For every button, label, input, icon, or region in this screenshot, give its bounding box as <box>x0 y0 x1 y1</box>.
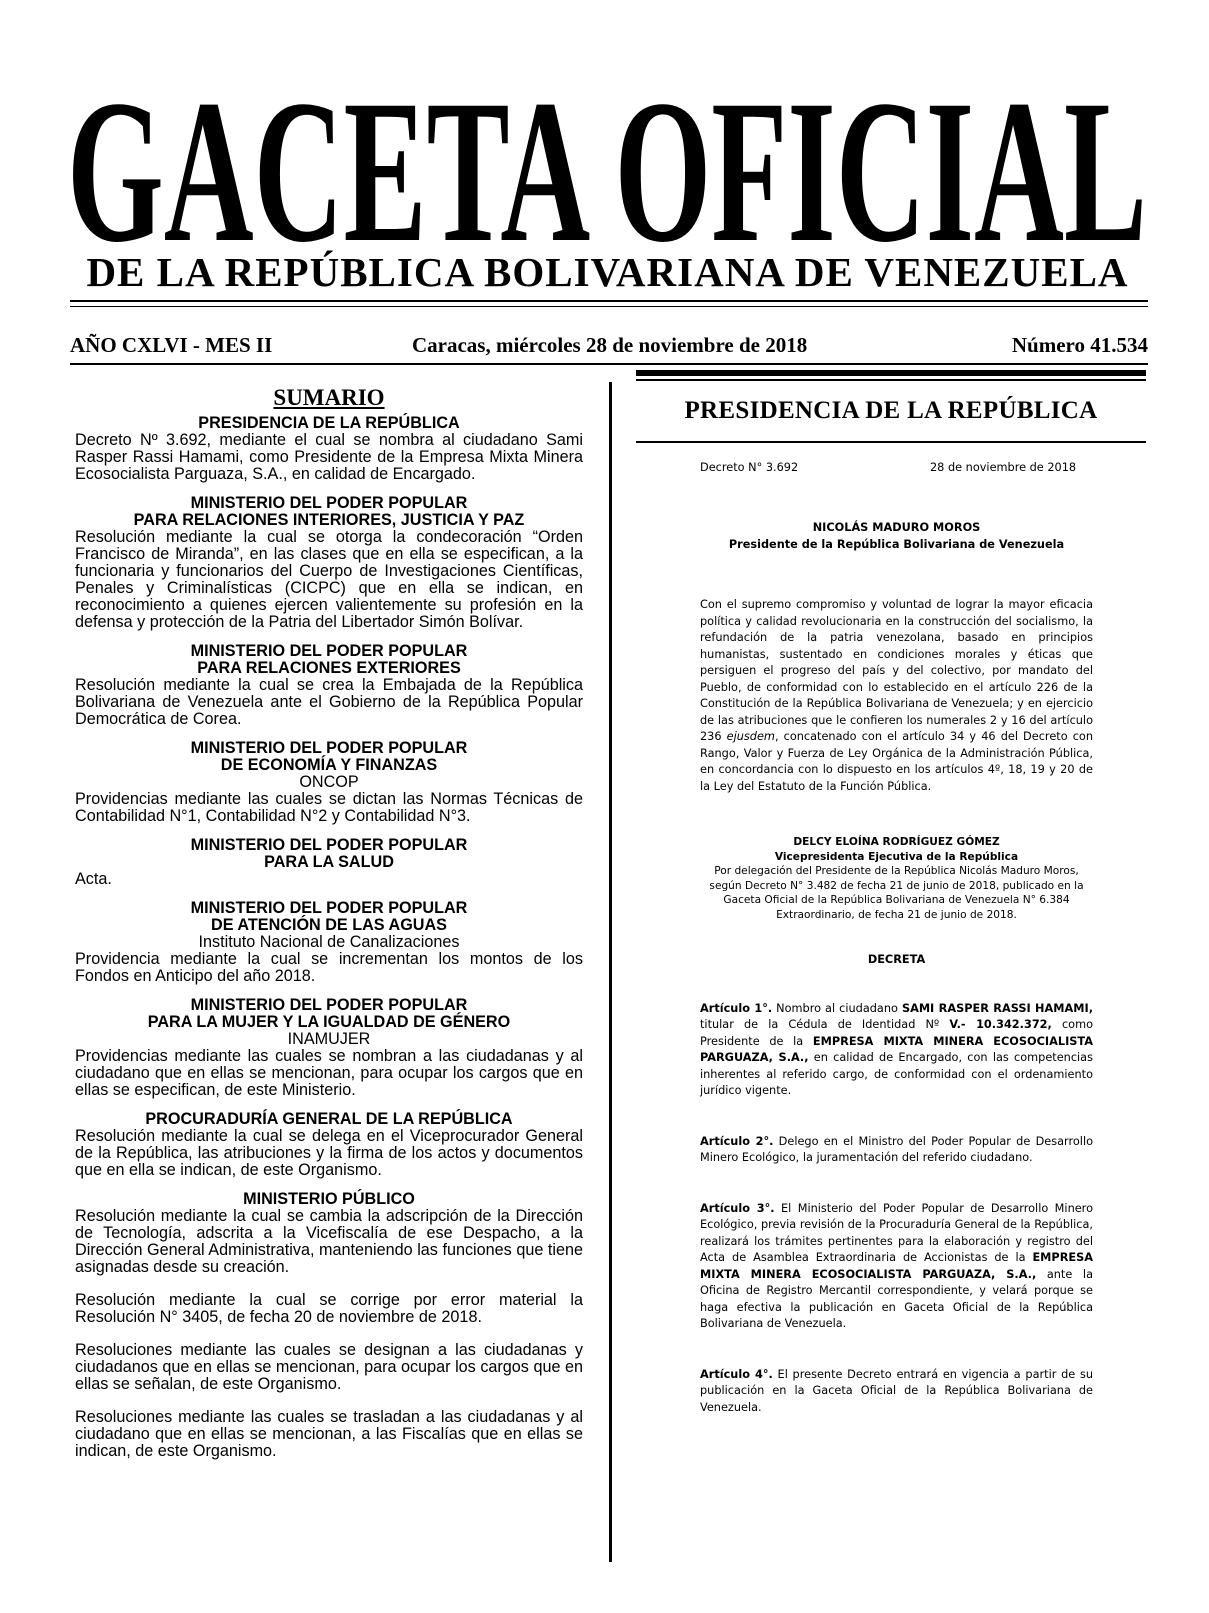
sumario-heading: SUMARIO <box>273 385 385 410</box>
sumario-entry: Providencias mediante las cuales se dictan las Normas Técnicas de Contabilidad N°1, Contabilidad N°2 y Contabilidad N°3. <box>75 790 583 825</box>
issue-info-bar <box>70 333 1148 363</box>
sumario-list <box>75 415 583 1460</box>
decree-header <box>636 370 1146 443</box>
sumario-entry: Acta. <box>75 870 112 888</box>
section-subheading: PARA LA MUJER Y LA IGUALDAD DE GÉNERO <box>147 1013 511 1031</box>
decreta-heading: DECRETA <box>867 953 926 966</box>
gazette-title: GACETA OFICIAL <box>67 70 1147 250</box>
section-heading: MINISTERIO DEL PODER POPULAR <box>190 494 468 512</box>
sumario-entry: Providencia mediante la cual se incrementan los montos de los Fondos en Anticipo del año 2018. <box>75 950 583 985</box>
sumario-entry: Resolución mediante la cual se crea la Embajada de la República Bolivariana de Venezuela ante el Gobierno de la República Popular Democrática de Corea. <box>75 676 583 728</box>
section-subheading: DE ATENCIÓN DE LAS AGUAS <box>211 916 447 934</box>
president-name: NICOLÁS MADURO MOROS <box>812 521 981 534</box>
section-heading: MINISTERIO DEL PODER POPULAR <box>190 996 468 1014</box>
sumario-entry: Providencias mediante las cuales se nombran a las ciudadanas y al ciudadano que en ellas se mencionan, para ocupar los cargos que en ellas se especifican, de este Ministerio. <box>75 1047 583 1099</box>
article-3: Artículo 3°. El Ministerio del Poder Popular de Desarrollo Minero Ecológico, previa revisión de la Procuraduría General de la República, realizará los trámites pertinentes para la elaboración y registro del Acta de Asamblea Extraordinaria de Accionistas de la EMPRESA MIXTA MINERA ECOSOCIALISTA PARGUAZA, S.A., ante la Oficina de Registro Mercantil correspondiente, y velará porque se haga efectiva la publicación en Gaceta Oficial de la República Bolivariana de Venezuela. <box>700 1201 1093 1330</box>
section-organism: INAMUJER <box>287 1030 371 1048</box>
sumario-section <box>75 1111 583 1179</box>
sumario-entry: Resolución mediante la cual se corrige por error material la Resolución N° 3405, de fecha 20 de noviembre de 2018. <box>75 1291 583 1326</box>
decree-section-title: PRESIDENCIA DE LA REPÚBLICA <box>684 397 1098 424</box>
president-title: Presidente de la República Bolivariana de Venezuela <box>728 537 1065 551</box>
decree-preamble: Con el supremo compromiso y voluntad de lograr la mayor eficacia política y calidad revolucionaria en la construcción del socialismo, la refundación de la patria venezolana, basado en principios humanistas, sustentado en condiciones morales y éticas que persiguen el progreso del país y del colectivo, por mandato del Pueblo, de conformidad con lo establecido en el artículo 226 de la Constitución de la República Bolivariana de Venezuela; y en ejercicio de las atribuciones que le confieren los numerales 2 y 16 del artículo 236 ejusdem, concatenado con el artículo 34 y 46 del Decreto con Rango, Valor y Fuerza de Ley Orgánica de la Administración Pública, en concordancia con lo dispuesto en los artículos 4º, 18, 19 y 20 de la Ley del Estatuto de la Función Pública. <box>700 598 1093 793</box>
masthead-title <box>65 70 1150 250</box>
sumario-section <box>75 643 583 728</box>
decree-number: Decreto N° 3.692 <box>700 461 799 474</box>
section-subheading: DE ECONOMÍA Y FINANZAS <box>220 756 438 774</box>
section-heading: MINISTERIO DEL PODER POPULAR <box>190 836 468 854</box>
section-heading: MINISTERIO DEL PODER POPULAR <box>190 739 468 757</box>
section-subheading: PARA RELACIONES INTERIORES, JUSTICIA Y PAZ <box>133 511 525 529</box>
vicepresident-title: Vicepresidenta Ejecutiva de la República <box>774 850 1019 863</box>
section-organism: Instituto Nacional de Canalizaciones <box>198 933 460 951</box>
section-heading: MINISTERIO PÚBLICO <box>243 1190 415 1208</box>
sumario-section <box>75 1191 583 1460</box>
article-4: Artículo 4°. El presente Decreto entrará en vigencia a partir de su publicación en la Gaceta Oficial de la República Bolivariana de Venezuela. <box>700 1367 1093 1414</box>
sumario-entry: Resoluciones mediante las cuales se trasladan a las ciudadanas y al ciudadano que en ellas se mencionan, a las Fiscalías que en ellas se indican, de este Organismo. <box>75 1408 583 1460</box>
sumario-section <box>75 900 583 985</box>
sumario-section <box>75 495 583 631</box>
header-rule-bottom <box>70 306 1148 307</box>
sumario-section <box>75 837 583 888</box>
header-rule-top <box>70 300 1148 302</box>
article-2: Artículo 2°. Delego en el Ministro del Poder Popular de Desarrollo Minero Ecológico, la juramentación del referido ciudadano. <box>700 1134 1093 1164</box>
section-heading: PROCURADURÍA GENERAL DE LA REPÚBLICA <box>145 1110 513 1128</box>
section-heading: MINISTERIO DEL PODER POPULAR <box>190 642 468 660</box>
issue-year: AÑO CXLVI - MES II <box>70 333 273 357</box>
info-rule <box>70 363 1148 365</box>
gazette-subtitle: DE LA REPÚBLICA BOLIVARIANA DE VENEZUELA <box>86 249 1129 295</box>
delegation-note: Por delegación del Presidente de la República Nicolás Maduro Moros, según Decreto N° 3.482 de fecha 21 de junio de 2018, publicado en la Gaceta Oficial de la República Bolivariana de Venezuela N° 6.384 Extraordinario, de fecha 21 de junio de 2018. <box>709 865 1084 921</box>
section-heading: PRESIDENCIA DE LA REPÚBLICA <box>198 414 460 432</box>
article-1: Artículo 1°. Nombro al ciudadano SAMI RASPER RASSI HAMAMI, titular de la Cédula de Identidad Nº V.- 10.342.372, como Presidente de la EMPRESA MIXTA MINERA ECOSOCIALISTA PARGUAZA, S.A., en calidad de Encargado, con las competencias inherentes al referido cargo, de conformidad con el ordenamiento jurídico vigente. <box>700 1001 1093 1097</box>
sumario-entry: Resoluciones mediante las cuales se designan a las ciudadanas y ciudadanos que en ellas se mencionan, para ocupar los cargos que en ellas se señalan, de este Organismo. <box>75 1341 583 1393</box>
vicepresident-name: DELCY ELOÍNA RODRÍGUEZ GÓMEZ <box>793 836 1000 848</box>
decree-rule-thin <box>636 379 1146 381</box>
sumario-entry: Resolución mediante la cual se otorga la condecoración “Orden Francisco de Miranda”, en las clases que en ella se especifican, a la funcionaria y funcionarios del Cuerpo de Investigaciones Científicas, Penales y Criminalísticas (CICPC) que en ella se indican, en reconocimiento a quienes ejercen valientemente su profesión en la defensa y protección de la Patria del Libertador Simón Bolívar. <box>75 528 583 631</box>
section-organism: ONCOP <box>299 773 359 791</box>
section-heading: MINISTERIO DEL PODER POPULAR <box>190 899 468 917</box>
column-divider <box>609 382 612 1562</box>
sumario-entry: Resolución mediante la cual se delega en el Viceprocurador General de la República, las atribuciones y la firma de los actos y documentos que en ella se indican, de este Organismo. <box>75 1127 583 1179</box>
sumario-section <box>75 740 583 825</box>
issue-number: Número 41.534 <box>1011 333 1148 357</box>
decree-date: 28 de noviembre de 2018 <box>930 461 1077 474</box>
sumario-column <box>75 385 583 1472</box>
decree-rule-thick <box>636 370 1146 376</box>
sumario-entry: Resolución mediante la cual se cambia la adscripción de la Dirección de Tecnología, adscrita a la Vicefiscalía de ese Despacho, a la Dirección General Administrativa, manteniendo las funciones que tiene asignadas desde su creación. <box>75 1207 583 1276</box>
sumario-section <box>75 997 583 1099</box>
issue-date: Caracas, miércoles 28 de noviembre de 2018 <box>412 333 808 357</box>
section-subheading: PARA LA SALUD <box>264 853 394 871</box>
sumario-entry: Decreto Nº 3.692, mediante el cual se nombra al ciudadano Sami Rasper Rassi Hamami, como Presidente de la Empresa Mixta Minera Ecosocialista Parguaza, S.A., en calidad de Encargado. <box>75 431 583 483</box>
decree-body <box>700 460 1093 1416</box>
sumario-section <box>75 415 583 483</box>
decree-title-rule <box>636 441 1146 443</box>
section-subheading: PARA RELACIONES EXTERIORES <box>197 659 461 677</box>
